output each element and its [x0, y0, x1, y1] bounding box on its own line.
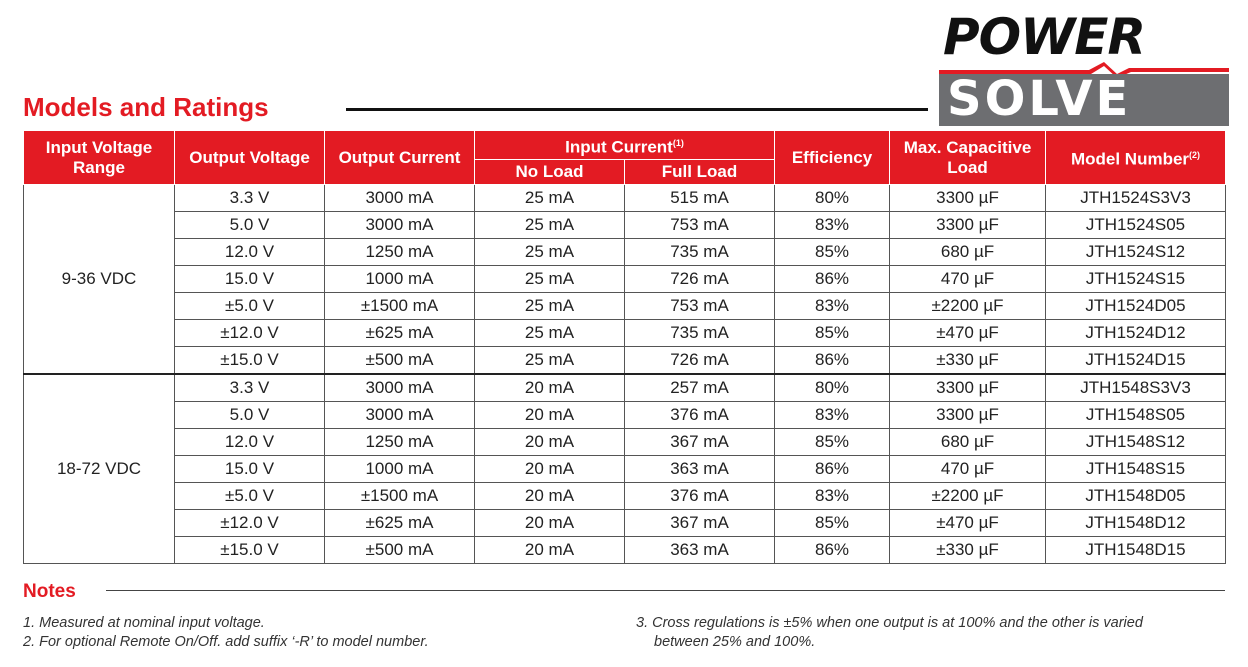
cell-efficiency: 85%	[775, 429, 890, 456]
cell-efficiency: 86%	[775, 266, 890, 293]
cell-output-voltage: ±5.0 V	[175, 293, 325, 320]
cell-efficiency: 83%	[775, 293, 890, 320]
cell-max-capacitive-load: 3300 µF	[890, 374, 1046, 402]
cell-output-current: 1250 mA	[325, 239, 475, 266]
cell-output-voltage: ±15.0 V	[175, 537, 325, 564]
cell-efficiency: 86%	[775, 537, 890, 564]
cell-efficiency: 86%	[775, 347, 890, 375]
cell-output-current: ±500 mA	[325, 537, 475, 564]
logo-solve	[939, 71, 1229, 127]
cell-output-voltage: 12.0 V	[175, 429, 325, 456]
cell-model-number: JTH1524S3V3	[1046, 185, 1226, 212]
cell-full-load-current: 753 mA	[625, 212, 775, 239]
cell-model-number: JTH1548D15	[1046, 537, 1226, 564]
cell-output-current: 3000 mA	[325, 374, 475, 402]
cell-max-capacitive-load: ±2200 µF	[890, 483, 1046, 510]
cell-output-voltage: 3.3 V	[175, 185, 325, 212]
cell-max-capacitive-load: ±330 µF	[890, 347, 1046, 375]
cell-model-number: JTH1524S12	[1046, 239, 1226, 266]
cell-max-capacitive-load: ±470 µF	[890, 510, 1046, 537]
cell-max-capacitive-load: ±2200 µF	[890, 293, 1046, 320]
cell-model-number: JTH1548S15	[1046, 456, 1226, 483]
table-row	[24, 429, 1226, 456]
table-row	[24, 537, 1226, 564]
cell-max-capacitive-load: 3300 µF	[890, 212, 1046, 239]
cell-output-current: 3000 mA	[325, 402, 475, 429]
cell-efficiency: 83%	[775, 402, 890, 429]
cell-max-capacitive-load: 3300 µF	[890, 402, 1046, 429]
cell-output-current: ±500 mA	[325, 347, 475, 375]
cell-full-load-current: 363 mA	[625, 456, 775, 483]
cell-max-capacitive-load: 680 µF	[890, 239, 1046, 266]
cell-max-capacitive-load: 470 µF	[890, 456, 1046, 483]
table-row	[24, 212, 1226, 239]
cell-input-voltage-range: 18-72 VDC	[24, 374, 175, 564]
cell-efficiency: 86%	[775, 456, 890, 483]
cell-input-voltage-range: 9-36 VDC	[24, 185, 175, 375]
cell-output-current: ±625 mA	[325, 320, 475, 347]
cell-model-number: JTH1548D05	[1046, 483, 1226, 510]
note-2: 2. For optional Remote On/Off. add suffix ‘-R’ to model number.	[23, 634, 429, 650]
cell-full-load-current: 753 mA	[625, 293, 775, 320]
cell-efficiency: 85%	[775, 510, 890, 537]
ratings-table	[23, 130, 1226, 564]
table-row	[24, 293, 1226, 320]
header-max-capacitive-load: Max. Capacitive Load	[890, 131, 1046, 185]
cell-no-load-current: 20 mA	[475, 483, 625, 510]
cell-model-number: JTH1524D15	[1046, 347, 1226, 375]
cell-output-current: 3000 mA	[325, 185, 475, 212]
table-header	[24, 131, 1226, 185]
cell-output-voltage: ±15.0 V	[175, 347, 325, 375]
cell-no-load-current: 20 mA	[475, 374, 625, 402]
cell-full-load-current: 376 mA	[625, 402, 775, 429]
cell-model-number: JTH1548D12	[1046, 510, 1226, 537]
table-row	[24, 347, 1226, 375]
cell-no-load-current: 25 mA	[475, 266, 625, 293]
cell-full-load-current: 367 mA	[625, 429, 775, 456]
cell-output-voltage: ±12.0 V	[175, 320, 325, 347]
header-model-number	[1046, 131, 1226, 185]
note-3-continued: between 25% and 100%.	[654, 634, 816, 650]
cell-no-load-current: 20 mA	[475, 402, 625, 429]
table-row	[24, 456, 1226, 483]
cell-efficiency: 83%	[775, 483, 890, 510]
notes-title: Notes	[23, 581, 76, 602]
title-divider	[346, 108, 928, 111]
cell-model-number: JTH1524S15	[1046, 266, 1226, 293]
cell-no-load-current: 25 mA	[475, 239, 625, 266]
header-output-voltage: Output Voltage	[175, 131, 325, 185]
cell-full-load-current: 515 mA	[625, 185, 775, 212]
table-row	[24, 266, 1226, 293]
cell-no-load-current: 20 mA	[475, 456, 625, 483]
cell-output-current: ±1500 mA	[325, 293, 475, 320]
cell-output-voltage: 3.3 V	[175, 374, 325, 402]
table-row	[24, 374, 1226, 402]
cell-output-voltage: 15.0 V	[175, 456, 325, 483]
cell-max-capacitive-load: ±330 µF	[890, 537, 1046, 564]
cell-efficiency: 85%	[775, 320, 890, 347]
header-input-current-note: (1)	[672, 137, 684, 148]
header-output-current: Output Current	[325, 131, 475, 185]
cell-no-load-current: 25 mA	[475, 320, 625, 347]
cell-efficiency: 80%	[775, 185, 890, 212]
cell-full-load-current: 257 mA	[625, 374, 775, 402]
cell-output-voltage: 5.0 V	[175, 402, 325, 429]
cell-full-load-current: 726 mA	[625, 347, 775, 375]
cell-full-load-current: 367 mA	[625, 510, 775, 537]
cell-full-load-current: 735 mA	[625, 320, 775, 347]
cell-output-current: ±625 mA	[325, 510, 475, 537]
cell-no-load-current: 25 mA	[475, 347, 625, 375]
table-row	[24, 185, 1226, 212]
header-full-load: Full Load	[625, 160, 775, 185]
logo-solve-text: SOLVE	[947, 71, 1132, 127]
cell-output-voltage: ±12.0 V	[175, 510, 325, 537]
powersolve-logo	[939, 8, 1229, 127]
table-body	[24, 185, 1226, 564]
cell-output-voltage: 5.0 V	[175, 212, 325, 239]
cell-output-current: 1000 mA	[325, 266, 475, 293]
cell-no-load-current: 20 mA	[475, 537, 625, 564]
table-row	[24, 483, 1226, 510]
cell-output-voltage: 15.0 V	[175, 266, 325, 293]
table-row	[24, 510, 1226, 537]
cell-full-load-current: 376 mA	[625, 483, 775, 510]
cell-no-load-current: 25 mA	[475, 185, 625, 212]
cell-no-load-current: 25 mA	[475, 212, 625, 239]
cell-model-number: JTH1548S05	[1046, 402, 1226, 429]
cell-full-load-current: 726 mA	[625, 266, 775, 293]
cell-max-capacitive-load: ±470 µF	[890, 320, 1046, 347]
cell-output-current: ±1500 mA	[325, 483, 475, 510]
cell-full-load-current: 735 mA	[625, 239, 775, 266]
cell-efficiency: 80%	[775, 374, 890, 402]
cell-no-load-current: 20 mA	[475, 429, 625, 456]
cell-output-voltage: ±5.0 V	[175, 483, 325, 510]
cell-max-capacitive-load: 3300 µF	[890, 185, 1046, 212]
cell-no-load-current: 20 mA	[475, 510, 625, 537]
page-title: Models and Ratings	[23, 92, 269, 122]
cell-efficiency: 83%	[775, 212, 890, 239]
notes-divider	[106, 590, 1225, 591]
table-row	[24, 402, 1226, 429]
logo-power-text: POWER	[943, 8, 1145, 66]
cell-model-number: JTH1524D05	[1046, 293, 1226, 320]
table-row	[24, 239, 1226, 266]
cell-efficiency: 85%	[775, 239, 890, 266]
cell-output-current: 1250 mA	[325, 429, 475, 456]
header-efficiency: Efficiency	[775, 131, 890, 185]
cell-output-voltage: 12.0 V	[175, 239, 325, 266]
note-3: 3. Cross regulations is ±5% when one output is at 100% and the other is varied	[636, 615, 1143, 631]
header-model-number-note: (2)	[1189, 150, 1201, 161]
cell-full-load-current: 363 mA	[625, 537, 775, 564]
cell-model-number: JTH1548S3V3	[1046, 374, 1226, 402]
table-row	[24, 320, 1226, 347]
cell-max-capacitive-load: 470 µF	[890, 266, 1046, 293]
header-input-voltage: Input Voltage Range	[24, 131, 175, 185]
header-no-load: No Load	[475, 160, 625, 185]
cell-no-load-current: 25 mA	[475, 293, 625, 320]
header-input-current	[475, 131, 775, 160]
header-input-current-label: Input Current	[565, 137, 673, 157]
note-1: 1. Measured at nominal input voltage.	[23, 615, 265, 631]
cell-model-number: JTH1548S12	[1046, 429, 1226, 456]
cell-model-number: JTH1524D12	[1046, 320, 1226, 347]
cell-model-number: JTH1524S05	[1046, 212, 1226, 239]
header-model-number-label: Model Number	[1070, 149, 1190, 169]
cell-output-current: 1000 mA	[325, 456, 475, 483]
cell-max-capacitive-load: 680 µF	[890, 429, 1046, 456]
cell-output-current: 3000 mA	[325, 212, 475, 239]
